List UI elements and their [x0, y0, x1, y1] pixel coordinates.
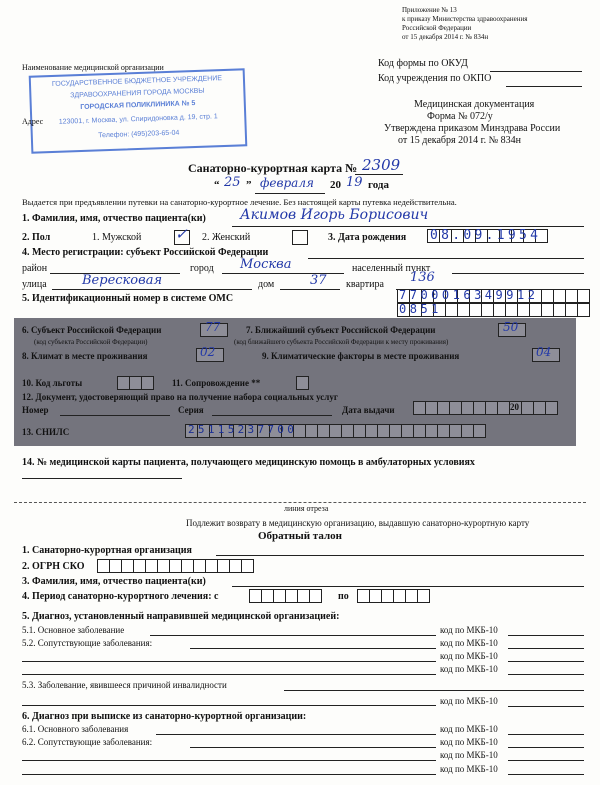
mkb-code-label: код по МКБ-10: [440, 737, 498, 747]
escort-box[interactable]: [296, 376, 309, 390]
coupon-dx52-field[interactable]: [190, 648, 436, 649]
coupon-dx51-label: 5.1. Основное заболевание: [22, 625, 125, 635]
escort-label: 11. Сопровождение **: [172, 378, 261, 388]
fio-line: [232, 226, 584, 227]
mkb-code-label: код по МКБ-10: [440, 696, 498, 706]
item-14-field[interactable]: [22, 478, 182, 479]
coupon-ogrn-label: 2. ОГРН СКО: [22, 561, 85, 572]
mkb-field[interactable]: [508, 734, 584, 735]
coupon-dx62-line[interactable]: [22, 760, 436, 761]
reg-line: [308, 258, 584, 259]
coupon-dx61-label: 6.1. Основного заболевания: [22, 724, 129, 734]
climate-code: 02: [200, 345, 216, 359]
mkb-code-label: код по МКБ-10: [440, 625, 498, 635]
street-value[interactable]: Вересковая: [82, 273, 163, 288]
oms-value: 7700016349912: [399, 288, 539, 302]
sex-male-mark: ✓: [175, 225, 188, 243]
coupon-dx52-line[interactable]: [22, 661, 436, 662]
approved-date: от 15 декабря 2014 г. № 834н: [398, 135, 521, 146]
snils-value: 25115237700: [188, 423, 298, 436]
stamp-line: Телефон: (495)203-65-04: [98, 129, 180, 140]
benefit-label: 10. Код льготы: [22, 378, 83, 388]
coupon-period-to-label: по: [338, 591, 349, 602]
mkb-field[interactable]: [508, 747, 584, 748]
coupon-dx62-field[interactable]: [190, 747, 436, 748]
apt-value[interactable]: 136: [410, 270, 435, 285]
card-title: Санаторно-курортная карта №: [188, 161, 358, 175]
coupon-dx62-label: 6.2. Сопутствующие заболевания:: [22, 737, 153, 747]
mkb-field[interactable]: [508, 648, 584, 649]
stamp-line: ГОРОДСКАЯ ПОЛИКЛИНИКА № 5: [80, 99, 196, 112]
city-label: город: [190, 263, 214, 274]
oms-value-2: 0851: [399, 302, 442, 316]
mkb-code-label: код по МКБ-10: [440, 651, 498, 661]
settlement-field[interactable]: [452, 273, 584, 274]
nearest-code: 50: [503, 320, 519, 334]
item-14-label: 14. № медицинской карты пациента, получающего медицинскую помощь в амбулаторных условиях: [22, 457, 475, 468]
sex-female-label: 2. Женский: [202, 232, 251, 243]
coupon-dx52-line[interactable]: [22, 674, 436, 675]
sex-label: 2. Пол: [22, 232, 51, 243]
doc-type: Медицинская документация: [414, 99, 535, 110]
doc-series-label: Серия: [178, 405, 204, 415]
stamp-line: ЗДРАВООХРАНЕНИЯ ГОРОДА МОСКВЫ: [70, 87, 205, 100]
coupon-org-label: 1. Санаторно-курортная организация: [22, 545, 192, 556]
form-number: Форма № 072/у: [427, 111, 493, 122]
coupon-fio-label: 3. Фамилия, имя, отчество пациента(ки): [22, 576, 206, 587]
sex-male-label: 1. Мужской: [92, 232, 142, 243]
okpo-label: Код учреждения по ОКПО: [378, 73, 492, 84]
mkb-field[interactable]: [508, 706, 584, 707]
house-value[interactable]: 37: [310, 273, 327, 288]
factors-code: 04: [536, 345, 552, 359]
house-label: дом: [258, 279, 275, 290]
doc-issue-year: 20: [510, 402, 519, 412]
house-line: [280, 289, 340, 290]
mkb-code-label: код по МКБ-10: [440, 664, 498, 674]
district-label: район: [22, 263, 48, 274]
subject-label: 6. Субъект Российской Федерации: [22, 325, 162, 335]
settlement-label: населенный пункт: [352, 263, 431, 274]
doc-series-field[interactable]: [212, 415, 332, 416]
doc-number-label: Номер: [22, 405, 49, 415]
coupon-dx62-line[interactable]: [22, 774, 436, 775]
street-line: [52, 289, 252, 290]
mkb-code-label: код по МКБ-10: [440, 750, 498, 760]
org-name-label: Наименование медицинской организации: [22, 63, 164, 72]
mkb-field[interactable]: [508, 635, 584, 636]
mkb-field[interactable]: [508, 674, 584, 675]
cut-line-label: линия отреза: [284, 504, 329, 513]
fio-value[interactable]: Акимов Игорь Борисович: [240, 207, 429, 223]
street-label: улица: [22, 279, 47, 290]
approved-by: Утверждена приказом Минздрава России: [384, 123, 561, 134]
doc-issue-label: Дата выдачи: [342, 405, 395, 415]
coupon-dx5-label: 5. Диагноз, установленный направившей медицинской организацией:: [22, 611, 340, 622]
coupon-dx6-label: 6. Диагноз при выписке из санаторно-курортной организации:: [22, 711, 307, 722]
city-value[interactable]: Москва: [240, 257, 292, 272]
stamp-line: 123001, г. Москва, ул. Спиридоновка д. 19, стр. 1: [58, 113, 218, 126]
benefit-cells[interactable]: [118, 376, 154, 390]
doc-number-field[interactable]: [60, 415, 170, 416]
coupon-period-from[interactable]: [250, 589, 322, 603]
climate-label: 8. Климат в месте проживания: [22, 351, 148, 361]
card-month[interactable]: февраля: [260, 176, 314, 190]
coupon-dx53-line[interactable]: [22, 705, 436, 706]
card-year-word: года: [368, 179, 389, 191]
subject-sub: (код субъекта Российской Федерации): [34, 338, 148, 346]
card-number[interactable]: 2309: [362, 156, 401, 174]
coupon-dx61-field[interactable]: [156, 734, 436, 735]
appendix-line-1: Приложение № 13: [402, 6, 457, 14]
doc-issue-cells[interactable]: [414, 401, 558, 415]
oms-label: 5. Идентификационный номер в системе ОМС: [22, 293, 234, 304]
coupon-dx53-label: 5.3. Заболевание, явившееся причиной инвалидности: [22, 680, 227, 690]
dob-label: 3. Дата рождения: [328, 232, 407, 243]
reg-label: 4. Место регистрации: субъект Российской Федерации: [22, 247, 269, 258]
stamp-line: ГОСУДАРСТВЕННОЕ БЮДЖЕТНОЕ УЧРЕЖДЕНИЕ: [51, 75, 223, 88]
nearest-sub: (код ближайшего субъекта Российской Федерации к месту проживания): [234, 338, 449, 346]
coupon-org-field[interactable]: [216, 555, 584, 556]
subject-code: 77: [205, 320, 221, 334]
okud-label: Код формы по ОКУД: [378, 58, 468, 69]
return-note: Подлежит возврату в медицинскую организацию, выдавшую санаторно-курортную карту: [186, 518, 530, 528]
doc-label: 12. Документ, удостоверяющий право на получение набора социальных услуг: [22, 392, 338, 402]
coupon-period-label: 4. Период санаторно-курортного лечения: с: [22, 591, 219, 602]
sex-female-checkbox[interactable]: [292, 230, 308, 245]
appendix-line-3: Российской Федерации: [402, 24, 472, 32]
card-day[interactable]: 25: [224, 175, 241, 190]
mkb-code-label: код по МКБ-10: [440, 764, 498, 774]
date-quote: “: [214, 179, 220, 191]
coupon-dx53-field[interactable]: [284, 690, 584, 691]
coupon-fio-field[interactable]: [232, 586, 584, 587]
month-line: [255, 193, 325, 194]
apt-label: квартира: [346, 279, 384, 290]
coupon-dx52-label: 5.2. Сопутствующие заболевания:: [22, 638, 153, 648]
mkb-field[interactable]: [508, 760, 584, 761]
snils-label: 13. СНИЛС: [22, 427, 70, 437]
card-year-prefix: 20: [330, 179, 341, 191]
organization-stamp: [29, 68, 248, 153]
mkb-code-label: код по МКБ-10: [440, 638, 498, 648]
mkb-field[interactable]: [508, 774, 584, 775]
date-quote: ”: [246, 179, 252, 191]
card-notice: Выдается при предъявлении путевки на санаторно-курортное лечение. Без настоящей карты путевка недействительна.: [22, 197, 457, 207]
fio-label: 1. Фамилия, имя, отчество пациента(ки): [22, 213, 206, 224]
factors-label: 9. Климатические факторы в месте проживания: [262, 351, 460, 361]
coupon-ogrn-cells[interactable]: [98, 559, 254, 573]
card-year[interactable]: 19: [346, 175, 363, 190]
appendix-line-2: к приказу Министерства здравоохранения: [402, 15, 528, 23]
coupon-period-to[interactable]: [358, 589, 430, 603]
nearest-label: 7. Ближайший субъект Российской Федерации: [246, 325, 436, 335]
address-label: Адрес: [22, 117, 44, 126]
coupon-dx51-field[interactable]: [150, 635, 436, 636]
cut-line: [14, 502, 586, 503]
coupon-title: Обратный талон: [258, 530, 342, 542]
okud-field[interactable]: [490, 71, 582, 72]
okpo-field[interactable]: [506, 86, 582, 87]
mkb-code-label: код по МКБ-10: [440, 724, 498, 734]
dob-value: 08.09.1954: [430, 228, 542, 243]
mkb-field[interactable]: [508, 661, 584, 662]
appendix-line-4: от 15 декабря 2014 г. № 834н: [402, 33, 489, 41]
